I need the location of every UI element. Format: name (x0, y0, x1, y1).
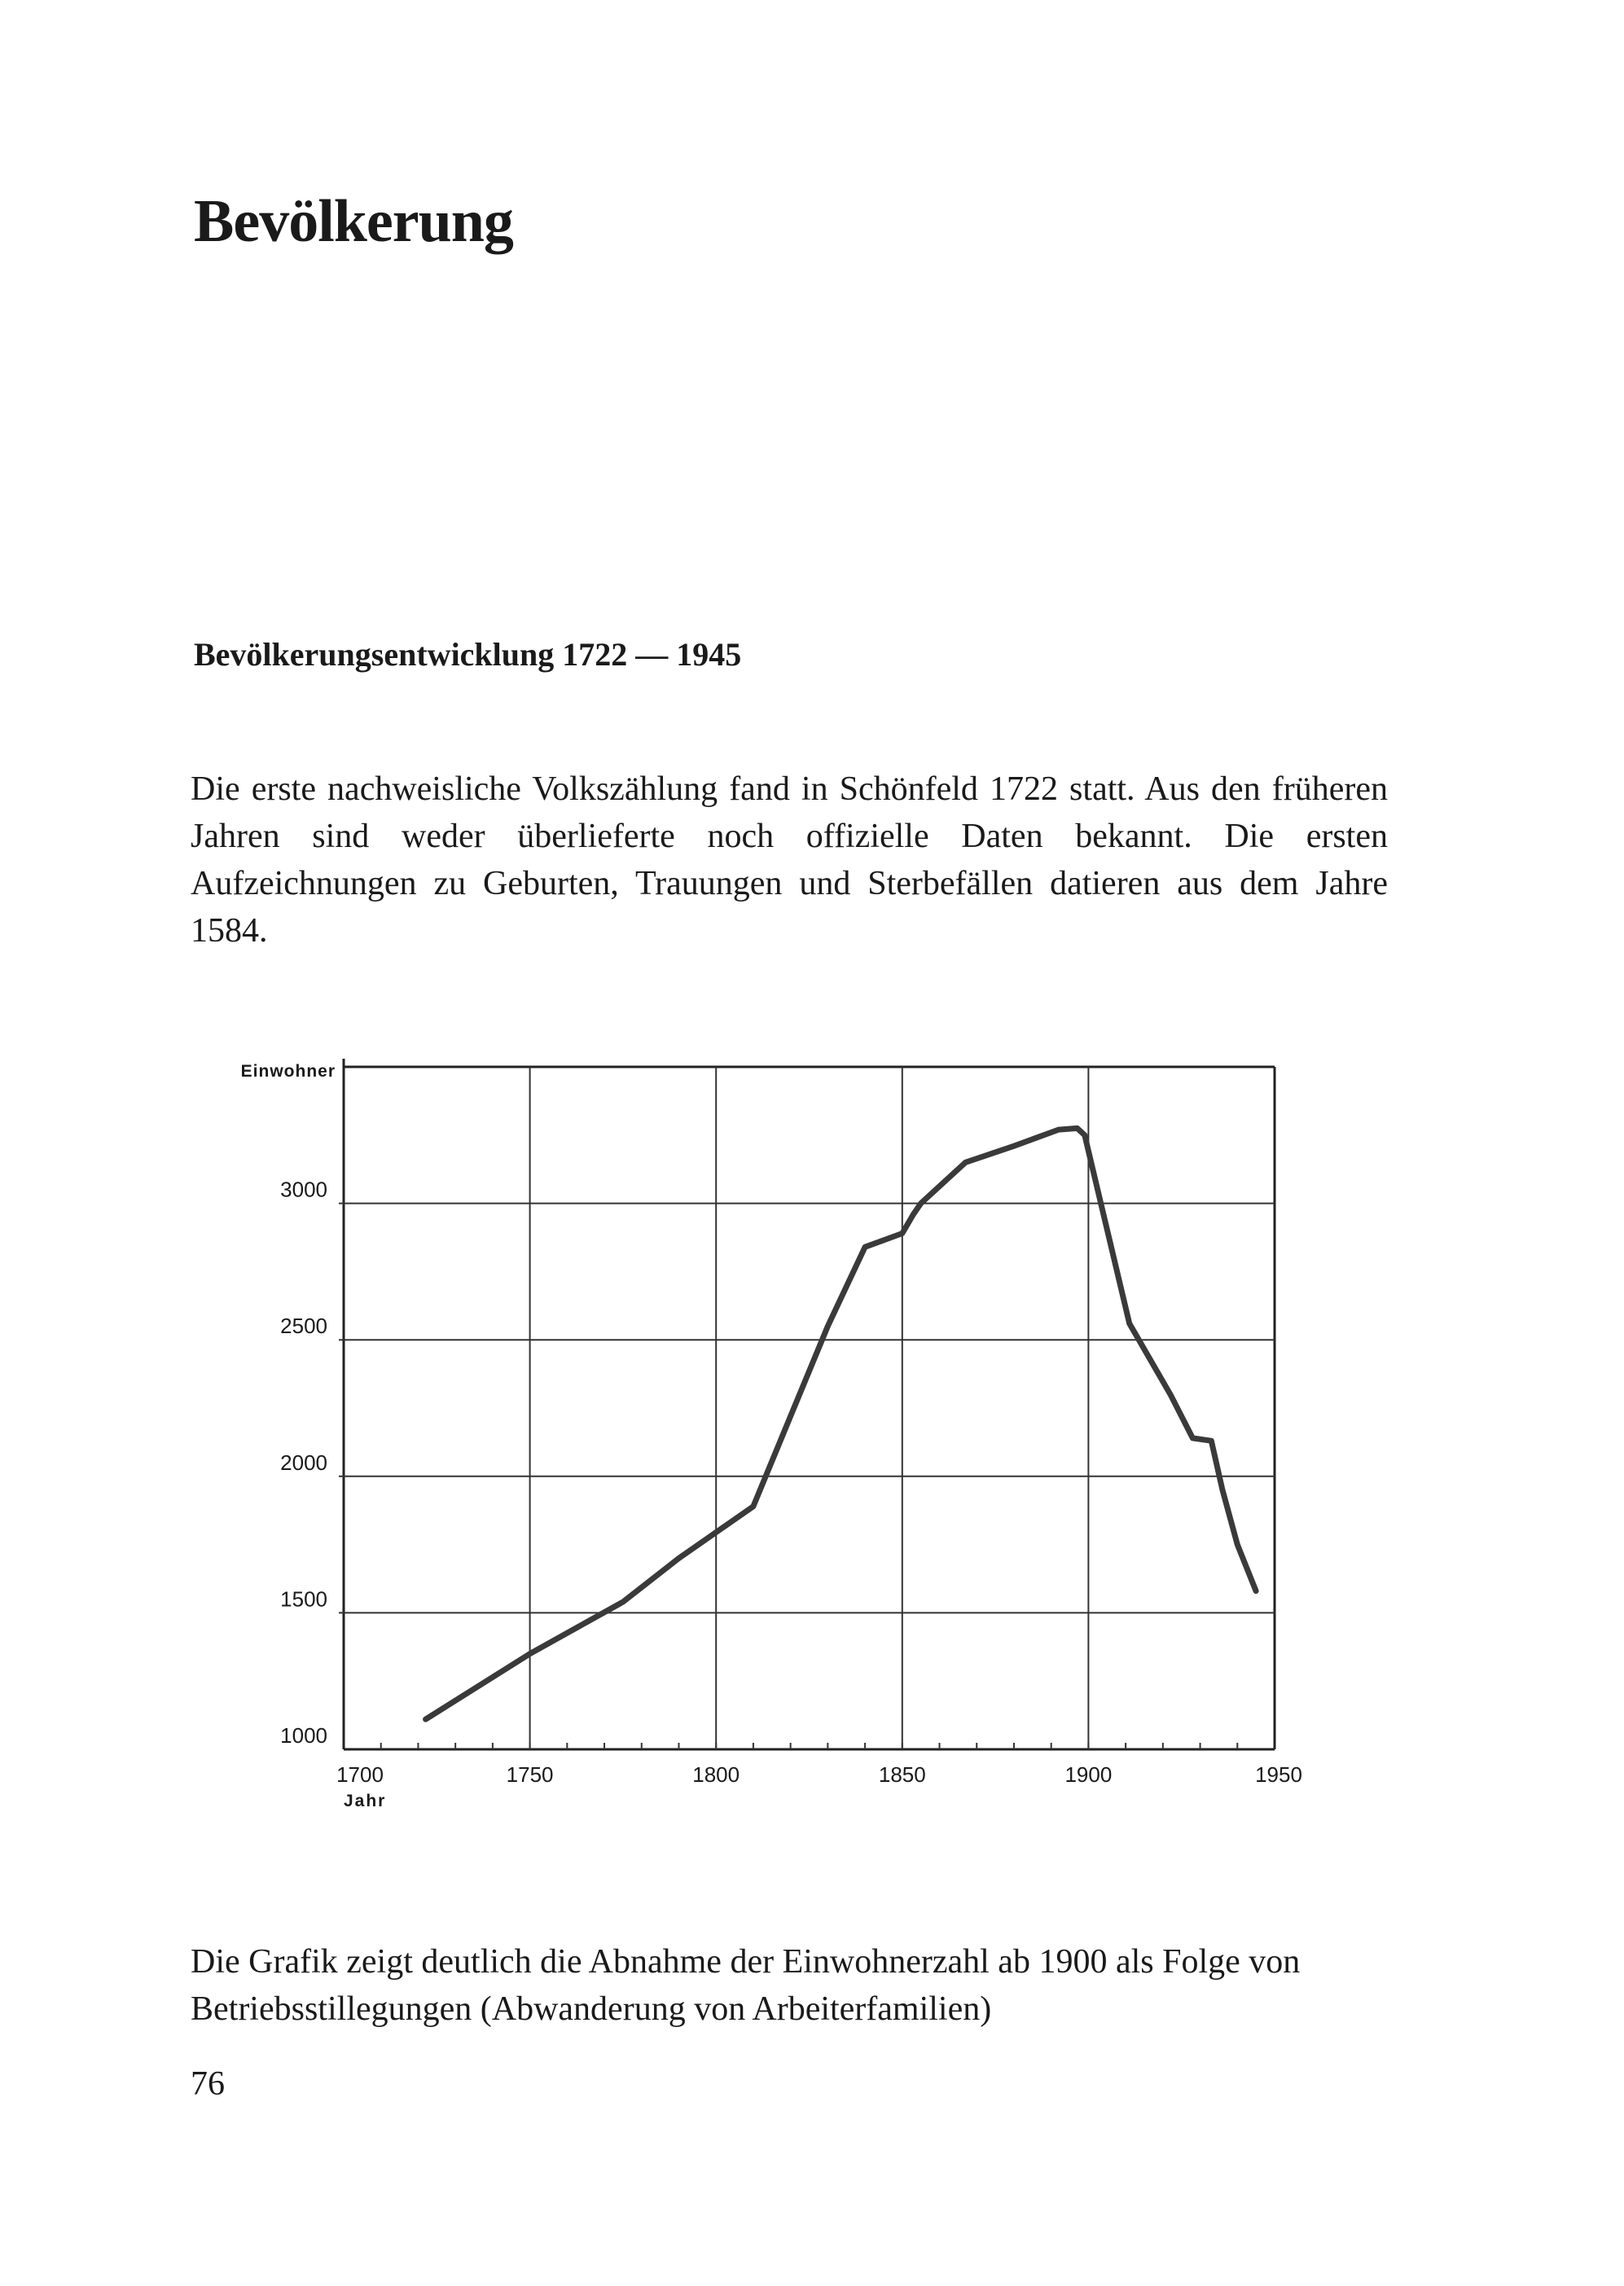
section-heading: Bevölkerungsentwicklung 1722 — 1945 (194, 636, 742, 673)
chart-series (425, 1128, 1256, 1719)
chart-labels (241, 1062, 387, 1810)
chart-grid (339, 1059, 1275, 1749)
y-tick-label: 2500 (280, 1314, 327, 1339)
x-tick-label: 1950 (1255, 1762, 1302, 1787)
page-title: Bevölkerung (194, 188, 513, 255)
x-tick-label: 1900 (1064, 1762, 1113, 1787)
population-line (426, 1128, 1257, 1719)
y-tick-label: 3000 (280, 1177, 327, 1202)
y-tick-label: 2000 (280, 1450, 327, 1475)
page-number: 76 (191, 2065, 225, 2103)
x-tick-label: 1750 (506, 1762, 554, 1787)
x-axis-label: Jahr (344, 1792, 387, 1810)
x-tick-label: 1700 (336, 1762, 384, 1787)
x-tick-label: 1850 (878, 1762, 926, 1787)
chart-ticks (280, 1178, 1302, 1787)
y-tick-label: 1000 (280, 1723, 327, 1748)
x-tick-label: 1800 (692, 1762, 740, 1787)
y-axis-label: Einwohner (240, 1062, 336, 1081)
caption-paragraph: Die Grafik zeigt deutlich die Abnahme der Einwohnerzahl ab 1900 als Folge von Betriebsstillegungen (Abwanderung von Arbeiterfamilien) (191, 1943, 1301, 2028)
y-tick-label: 1500 (280, 1586, 327, 1612)
intro-paragraph: Die erste nachweisliche Volkszählung fand in Schönfeld 1722 statt. Aus den früheren Jahren sind weder überlieferte noch offizielle Daten bekannt. Die ersten Aufzeichnungen zu Geburten, Trauungen und Sterbefällen datieren aus dem Jahre 1584. (191, 770, 1388, 950)
